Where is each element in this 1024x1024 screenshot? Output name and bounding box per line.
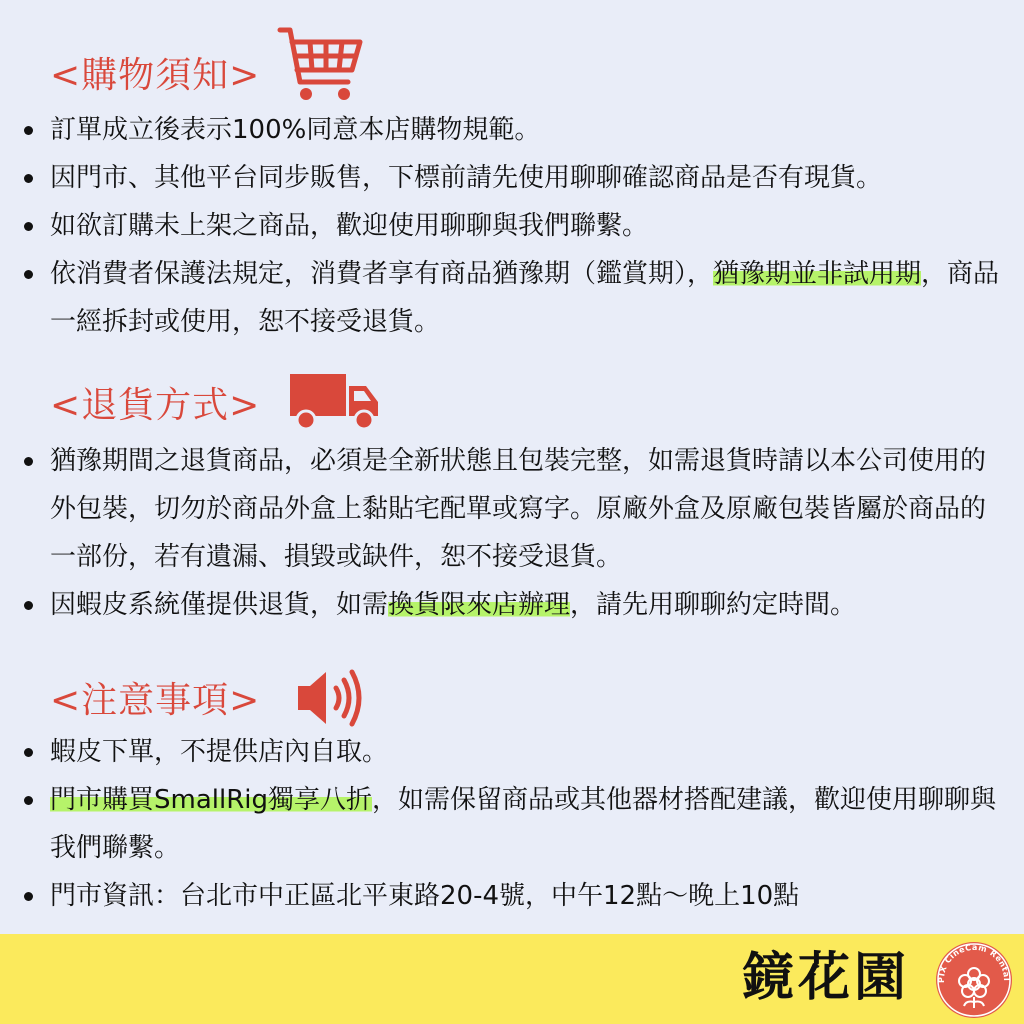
section-title-notes: <注意事項> [50,680,261,721]
list-item [20,728,1010,776]
list-item [20,154,1010,202]
list-item [20,776,1010,872]
footer-bar [0,934,1024,1024]
bullet-text: 因蝦皮系統僅提供退貨，如需 [50,590,389,620]
section-title-return-method: <退貨方式> [50,385,261,426]
bullet-text: 訂單成立後表示100%同意本店購物規範。 [50,115,541,145]
highlighted-text: 猶豫期並非試用期 [713,259,922,289]
list-item [20,250,1010,346]
speaker-volume-icon [296,668,366,732]
bullet-text: 猶豫期間之退貨商品，必須是全新狀態且包裝完整，如需退貨時請以本公司使用的外包裝，切勿於商品外盒上黏貼宅配單或寫字。原廠外盒及原廠包裝皆屬於商品的一部份，若有遺漏、損毀或缺件，恕不接受退貨。 [50,446,987,572]
bullet-text: ，如需保留商品或其他器材搭配建議，歡迎使用聊聊與我們聯繫。 [50,785,997,863]
list-item [20,106,1010,154]
return-method-list [20,437,1010,629]
brand-name: 鏡花園 [742,948,911,1008]
bullet-text: ，請先用聊聊約定時間。 [570,590,857,620]
bullet-text: 門市資訊：台北市中正區北平東路20-4號，中午12點～晚上10點 [50,881,800,911]
notes-list [20,728,1010,920]
flower-logo-icon [934,940,1014,1020]
list-item [20,202,1010,250]
highlighted-text: 門市購買SmallRig獨享八折 [50,785,373,815]
delivery-truck-icon [290,374,380,436]
list-item [20,437,1010,581]
bullet-text: 如欲訂購未上架之商品，歡迎使用聊聊與我們聯繫。 [50,211,649,241]
highlighted-text: 換貨限來店辦理 [388,590,571,620]
list-item [20,872,1010,920]
shopping-notice-list [20,106,1010,346]
section-title-shopping-notice: <購物須知> [50,55,261,96]
list-item [20,581,1010,629]
bullet-text: 因門市、其他平台同步販售，下標前請先使用聊聊確認商品是否有現貨。 [50,163,883,193]
logo-text: PIX CineCam Rental [936,942,1012,984]
bullet-text: ，商品一經拆封或使用，恕不接受退貨。 [50,259,1000,337]
shopping-cart-icon [276,24,366,110]
bullet-text: 蝦皮下單，不提供店內自取。 [50,737,389,767]
bullet-text: 依消費者保護法規定，消費者享有商品猶豫期（鑑賞期）， [50,259,714,289]
